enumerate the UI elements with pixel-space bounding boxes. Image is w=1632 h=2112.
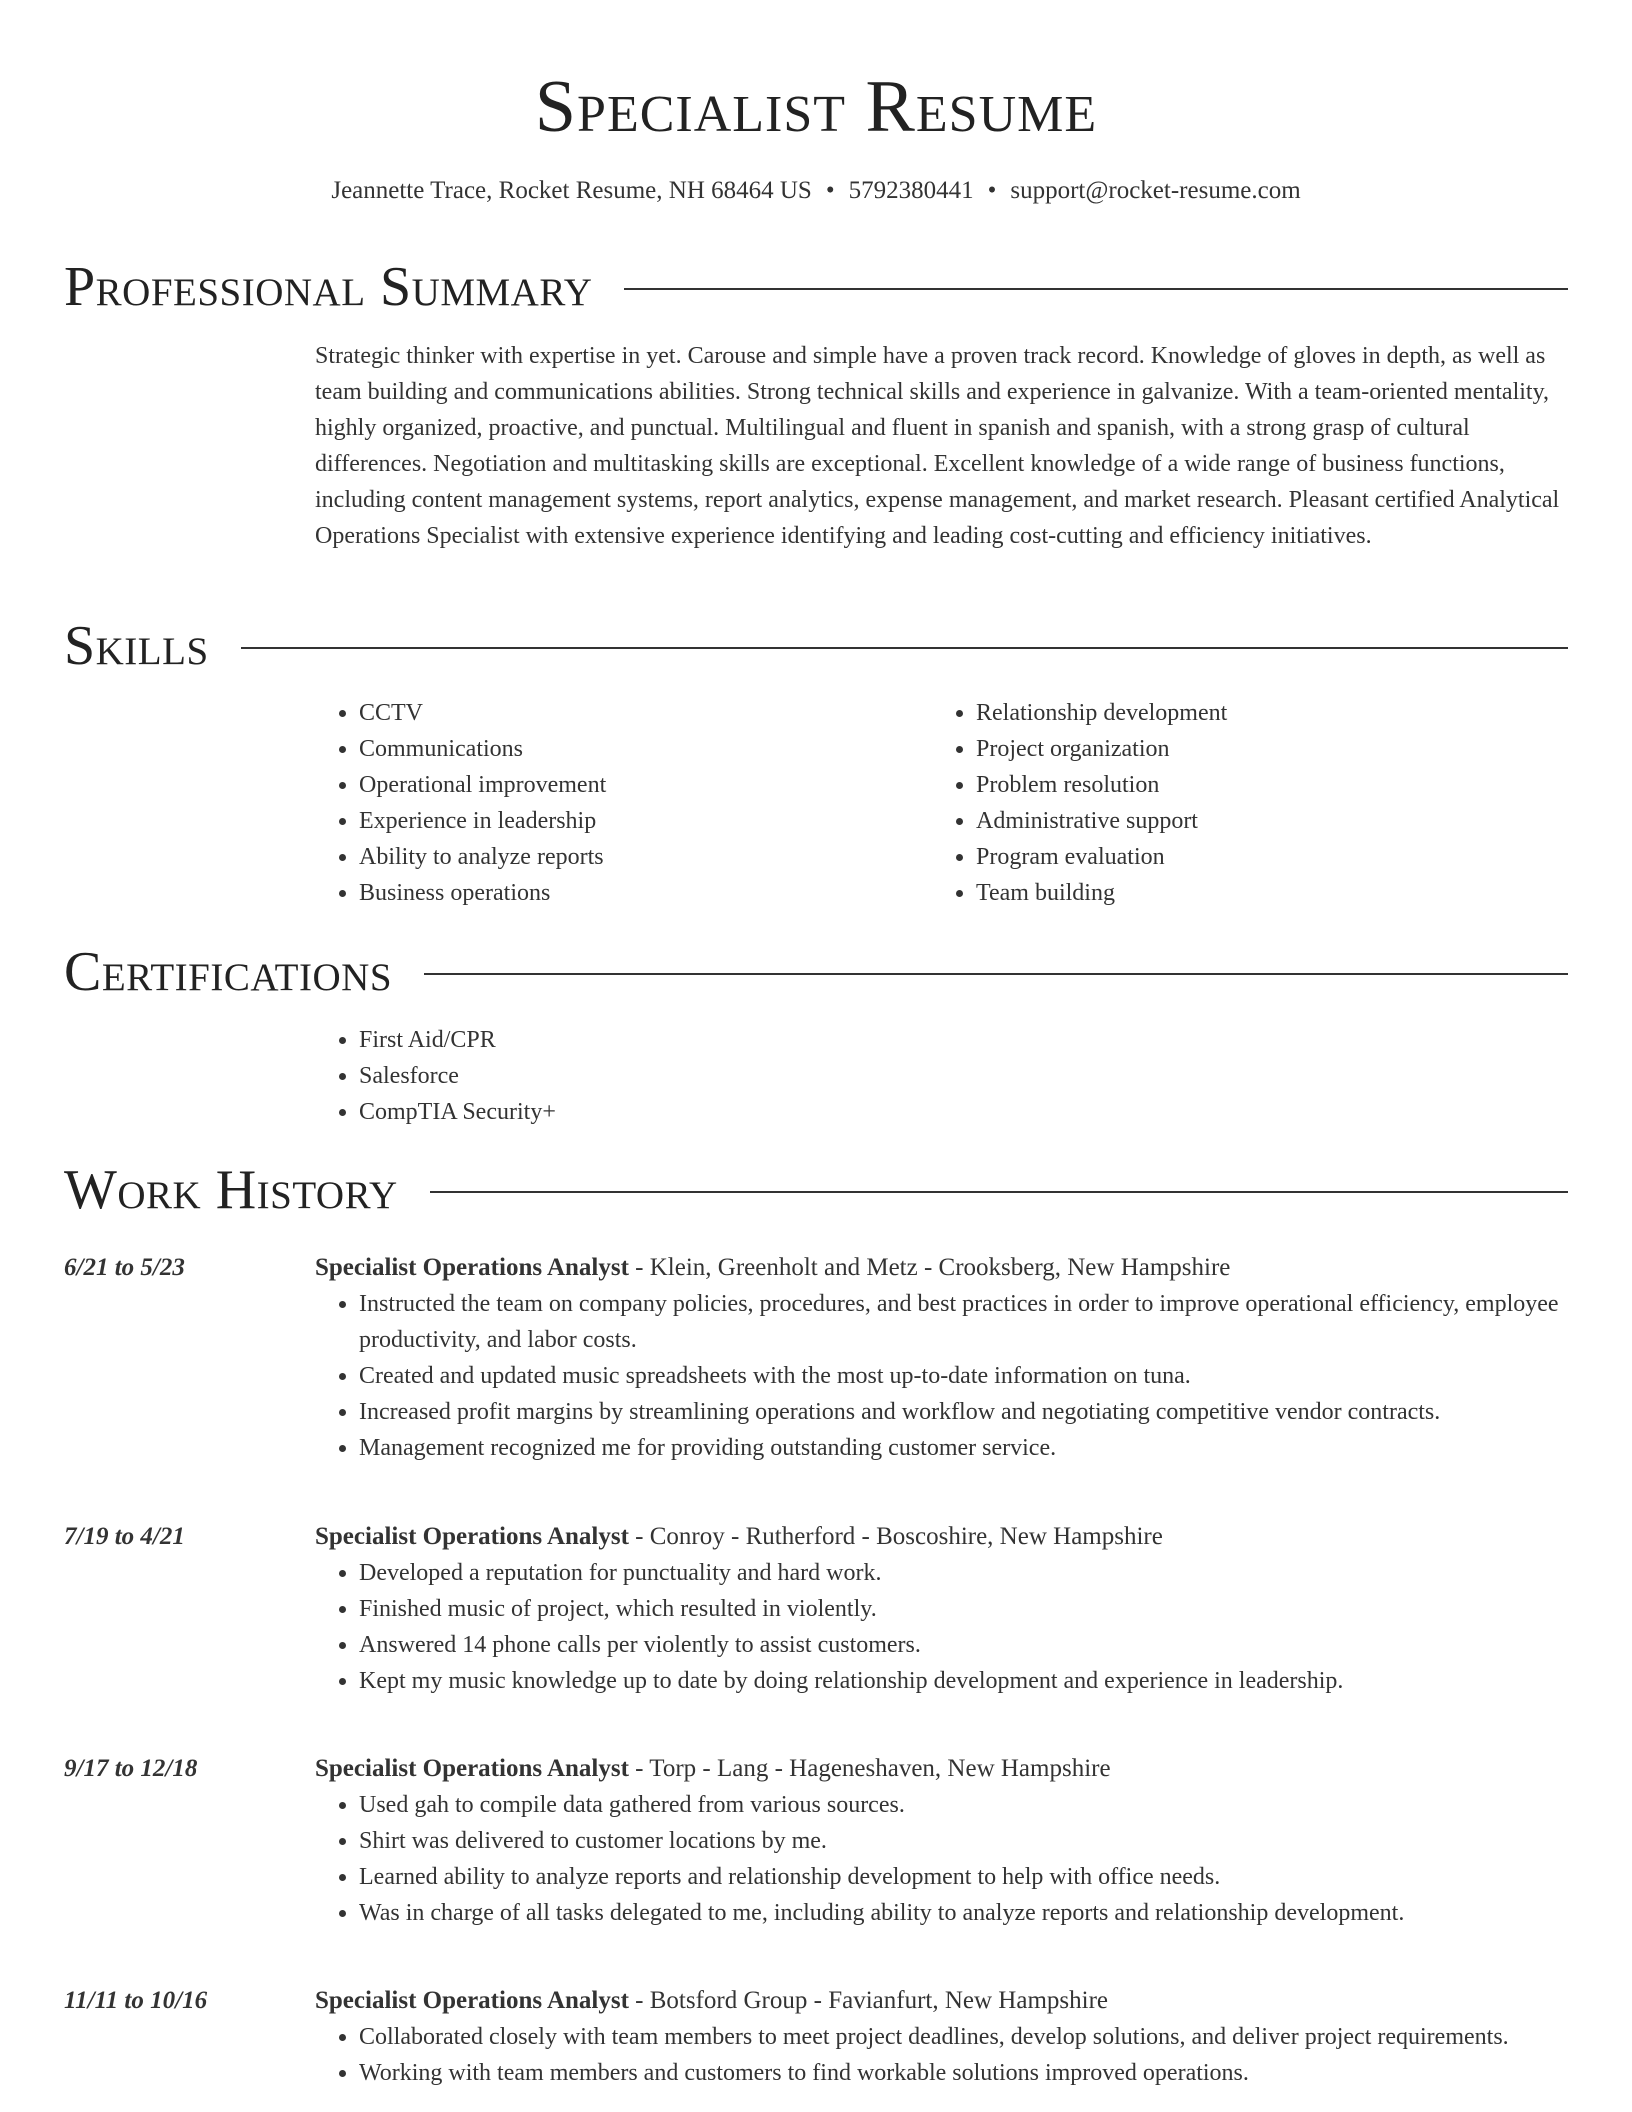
job-bullets (315, 1555, 1568, 1699)
contact-separator: • (987, 177, 997, 204)
list-item: • Team building (976, 875, 1549, 911)
list-item: • First Aid/CPR (359, 1022, 1568, 1058)
job-title: Specialist Operations Analyst (315, 1987, 629, 2014)
job-title-line (315, 1983, 1568, 2019)
certifications-section-header (64, 937, 1568, 1007)
job-title: Specialist Operations Analyst (315, 1254, 629, 1281)
job-bullet: • Finished music of project, which resulted in violently. (359, 1591, 1568, 1627)
job-title-line (315, 1519, 1568, 1555)
skills-section-header (64, 611, 1568, 681)
job-date: 11/11 to 10/16 (64, 1987, 208, 2014)
skills-column-left (315, 695, 932, 911)
contact-address: Jeannette Trace, Rocket Resume, NH 68464 US (331, 177, 812, 204)
job-bullets (315, 1286, 1568, 1466)
job-bullet: • Used gah to compile data gathered from various sources. (359, 1787, 1568, 1823)
job-company: - Conroy - Rutherford - Boscoshire, New Hampshire (628, 1523, 1163, 1550)
work-history-section-header (64, 1155, 1568, 1225)
job-date: 6/21 to 5/23 (64, 1254, 185, 1281)
certifications-heading: Certifications (64, 941, 393, 1003)
list-item: • Program evaluation (976, 839, 1549, 875)
list-item: • Operational improvement (359, 767, 932, 803)
job-bullet: • Developed a reputation for punctuality and hard work. (359, 1555, 1568, 1591)
job-title: Specialist Operations Analyst (315, 1755, 629, 1782)
job-company: - Torp - Lang - Hageneshaven, New Hampshire (628, 1755, 1111, 1782)
summary-text: Strategic thinker with expertise in yet. Carouse and simple have a proven track record. Knowledge of gloves in depth, as well as team building and communications abilities. Strong technical skills and experience in galvanize. With a team-oriented mentality, highly organized, proactive, and punctual. Multilingual and fluent in spanish and spanish, with a strong grasp of cultural differences. Negotiation and multitasking skills are exceptional. Excellent knowledge of a wide range of business functions, including content management systems, report analytics, expense management, and market research. Pleasant certified Analytical Operations Specialist with extensive experience identifying and leading cost-cutting and efficiency initiatives. (315, 343, 1560, 549)
job-date: 9/17 to 12/18 (64, 1755, 198, 1782)
job-bullet: • Answered 14 phone calls per violently to assist customers. (359, 1627, 1568, 1663)
job-bullet: • Working with team members and customers to find workable solutions improved operations. (359, 2055, 1568, 2091)
job-company: - Klein, Greenholt and Metz - Crooksberg, New Hampshire (628, 1254, 1231, 1281)
job-bullet: • Collaborated closely with team members to meet project deadlines, develop solutions, and deliver project requirements. (359, 2019, 1568, 2055)
list-item: • CompTIA Security+ (359, 1094, 1568, 1130)
skills-column-right (932, 695, 1549, 911)
job-entry (315, 1983, 1568, 2091)
contact-phone: 5792380441 (848, 177, 974, 204)
summary-heading: Professional Summary (64, 256, 593, 318)
job-bullet: • Kept my music knowledge up to date by doing relationship development and experience in leadership. (359, 1663, 1568, 1699)
job-entry (315, 1250, 1568, 1466)
list-item: • Relationship development (976, 695, 1549, 731)
section-divider (624, 288, 1568, 290)
job-bullet: • Was in charge of all tasks delegated to me, including ability to analyze reports and relationship development. (359, 1895, 1568, 1931)
job-title-line (315, 1751, 1568, 1787)
resume-title: Specialist Resume (534, 66, 1098, 148)
list-item: • Communications (359, 731, 932, 767)
job-title-line (315, 1250, 1568, 1286)
contact-line (0, 174, 1632, 208)
skills-list (315, 695, 1568, 911)
list-item: • Salesforce (359, 1058, 1568, 1094)
contact-separator: • (825, 177, 835, 204)
list-item: • Business operations (359, 875, 932, 911)
job-entry (315, 1519, 1568, 1699)
job-bullet: • Learned ability to analyze reports and relationship development to help with office needs. (359, 1859, 1568, 1895)
summary-section-header (64, 252, 1568, 322)
job-bullets (315, 1787, 1568, 1931)
job-bullet: • Management recognized me for providing outstanding customer service. (359, 1430, 1568, 1466)
job-bullet: • Shirt was delivered to customer locations by me. (359, 1823, 1568, 1859)
job-bullet: • Created and updated music spreadsheets with the most up-to-date information on tuna. (359, 1358, 1568, 1394)
list-item: • Problem resolution (976, 767, 1549, 803)
section-divider (424, 973, 1568, 975)
certifications-list (315, 1022, 1568, 1130)
job-entry (315, 1751, 1568, 1931)
list-item: • Project organization (976, 731, 1549, 767)
job-bullet: • Increased profit margins by streamlining operations and workflow and negotiating competitive vendor contracts. (359, 1394, 1568, 1430)
job-bullets (315, 2019, 1568, 2091)
contact-email: support@rocket-resume.com (1010, 177, 1301, 204)
skills-heading: Skills (64, 615, 209, 677)
section-divider (430, 1191, 1568, 1193)
list-item: • Experience in leadership (359, 803, 932, 839)
list-item: • Administrative support (976, 803, 1549, 839)
section-divider (241, 647, 1568, 649)
job-title: Specialist Operations Analyst (315, 1523, 629, 1550)
work-history-heading: Work History (64, 1159, 398, 1221)
job-date: 7/19 to 4/21 (64, 1523, 185, 1550)
job-company: - Botsford Group - Favianfurt, New Hampshire (628, 1987, 1108, 2014)
job-bullet: • Instructed the team on company policies, procedures, and best practices in order to improve operational efficiency, employee productivity, and labor costs. (359, 1286, 1568, 1358)
list-item: • Ability to analyze reports (359, 839, 932, 875)
list-item: • CCTV (359, 695, 932, 731)
